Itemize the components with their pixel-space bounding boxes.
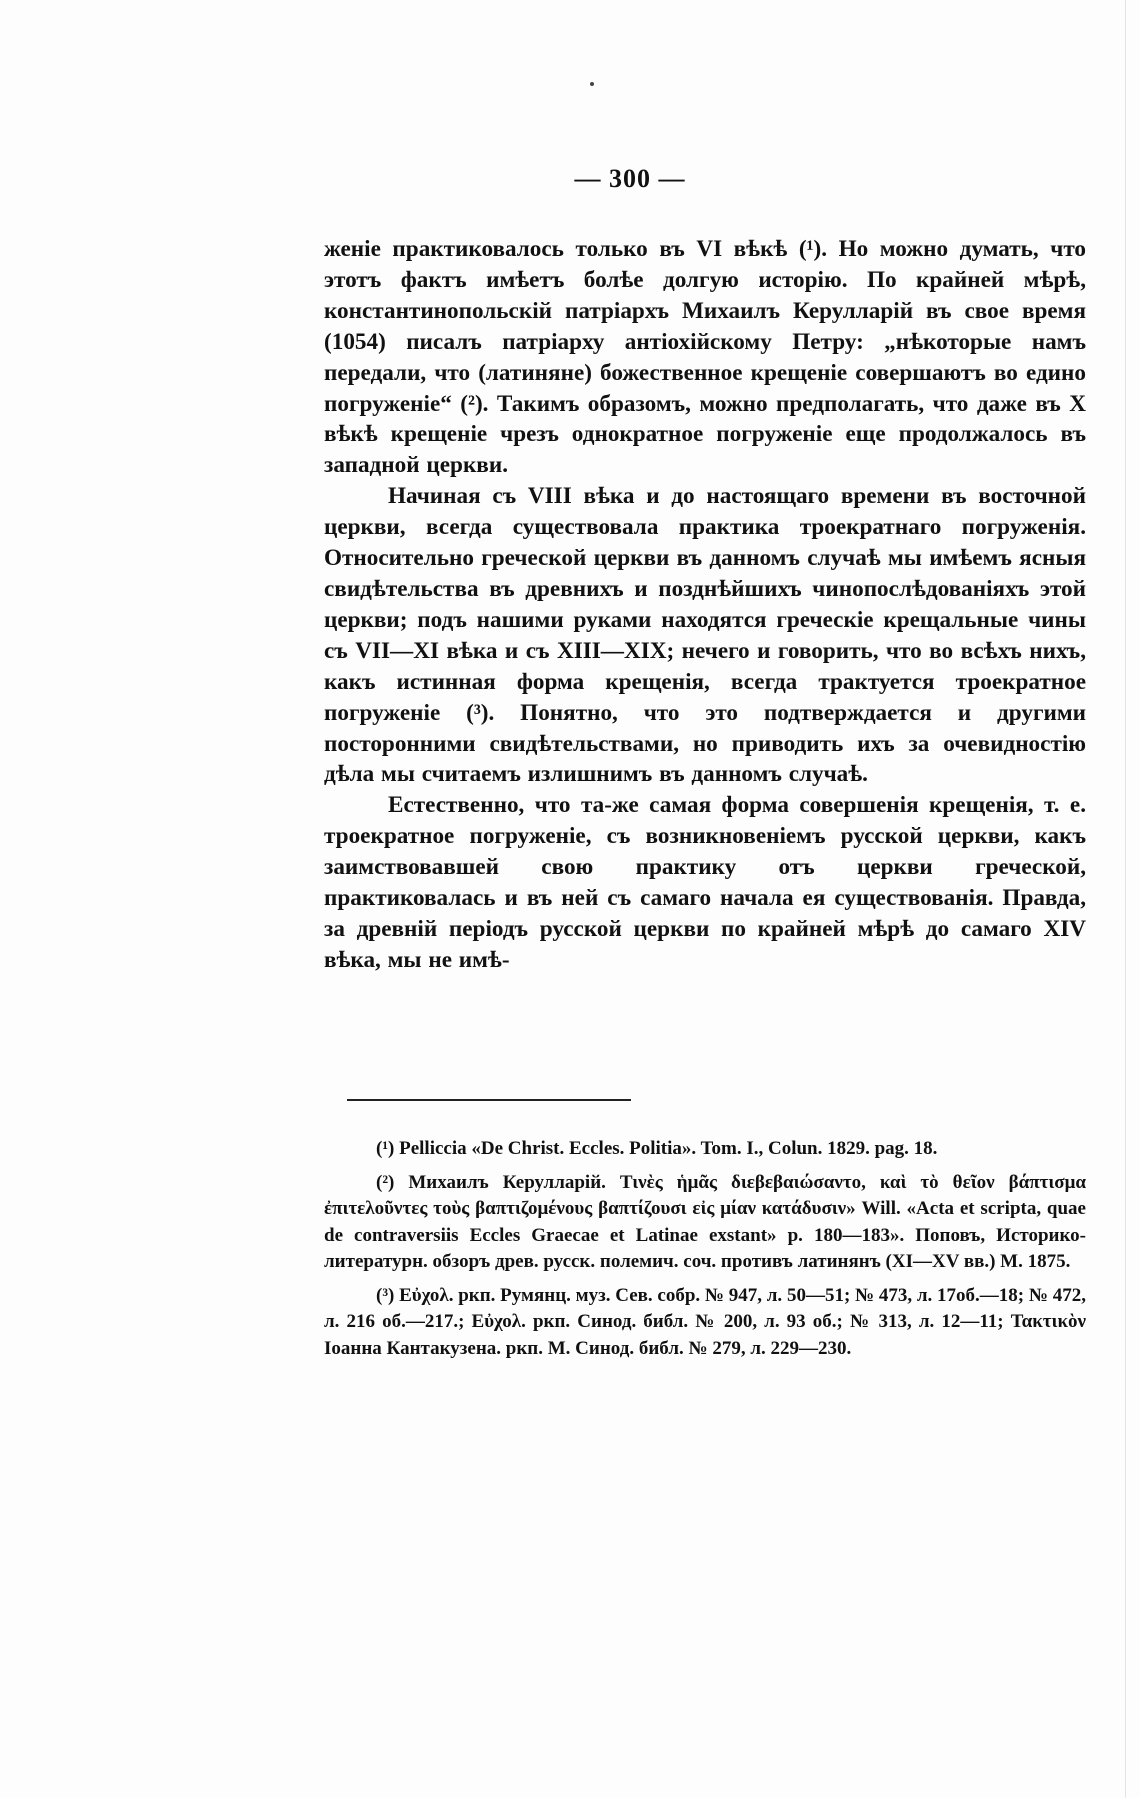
- footnotes: [324, 1136, 1086, 1369]
- footnote: (³) Εὐχολ. ркп. Румянц. муз. Сев. собр. № 947, л. 50—51; № 473, л. 17об.—18; № 472, л. 216 об.—217.; Εὐχολ. ркп. Синод. библ. № 200, л. 93 об.; № 313, л. 12—11; Τακτικὸν Іоанна Кантакузена. ркп. М. Синод. библ. № 279, л. 229—230.: [324, 1284, 1086, 1359]
- paragraph: Естественно, что та-же самая форма совершенія крещенія, т. е. троекратное погруженіе, съ возникновеніемъ русской церкви, какъ заимствовавшей свою практику отъ церкви греческой, практиковалась и въ ней съ самаго начала ея существованія. Правда, за древній періодъ русской церкви по крайней мѣрѣ до самаго XIV вѣка, мы не имѣ-: [324, 792, 1086, 973]
- footnote: (²) Михаилъ Керулларій. Τινὲς ἡμᾶς διεβεβαιώσαντο, καὶ τὸ θεῖον βάπτισμα ἐπιτελοῦντες τοὺς βαπτιζομένους βαπτίζουσι εἰς μίαν κατάδυσιν» Will. «Acta et scripta, quae de contraversiis Eccles Graecae et Latinae exstant» p. 180—183». Поповъ, Историко-литературн. обзоръ древ. русск. полемич. соч. противъ латинянъ (XI—XV вв.) М. 1875.: [324, 1171, 1086, 1272]
- main-text: [324, 234, 1086, 976]
- print-speck: [590, 82, 594, 86]
- paragraph: женіе практиковалось только въ VI вѣкѣ (¹). Но можно думать, что этотъ фактъ имѣетъ болѣе долгую исторію. По крайней мѣрѣ, константинопольскій патріархъ Михаилъ Керулларій въ свое время (1054) писалъ патріарху антіохійскому Петру: „нѣкоторые намъ передали, что (латиняне) божественное крещеніе совершаютъ во едино погруженіе“ (²). Такимъ образомъ, можно предполагать, что даже въ X вѣкѣ крещеніе чрезъ однократное погруженіе еще продолжалось въ западной церкви.: [324, 236, 1086, 479]
- page-edge-line: [1125, 0, 1126, 1798]
- paragraph: Начиная съ VIII вѣка и до настоящаго времени въ восточной церкви, всегда существовала практика троекратнаго погруженія. Относительно греческой церкви въ данномъ случаѣ мы имѣемъ ясныя свидѣтельства въ древнихъ и позднѣйшихъ чинопослѣдованіяхъ этой церкви; подъ нашими руками находятся греческіе крещальные чины съ VII—XI вѣка и съ XIII—XIX; нечего и говорить, что во всѣхъ нихъ, какъ истинная форма крещенія, всегда трактуется троекратное погруженіе (³). Понятно, что это подтверждается и другими посторонними свидѣтельствами, но приводить ихъ за очевидностію дѣла мы считаемъ излишнимъ въ данномъ случаѣ.: [324, 483, 1086, 788]
- footnote-divider: [347, 1099, 631, 1101]
- page-number: — 300 —: [574, 164, 686, 193]
- footnote: (¹) Pelliccia «De Christ. Eccles. Politia». Tom. I., Colun. 1829. pag. 18.: [376, 1138, 938, 1159]
